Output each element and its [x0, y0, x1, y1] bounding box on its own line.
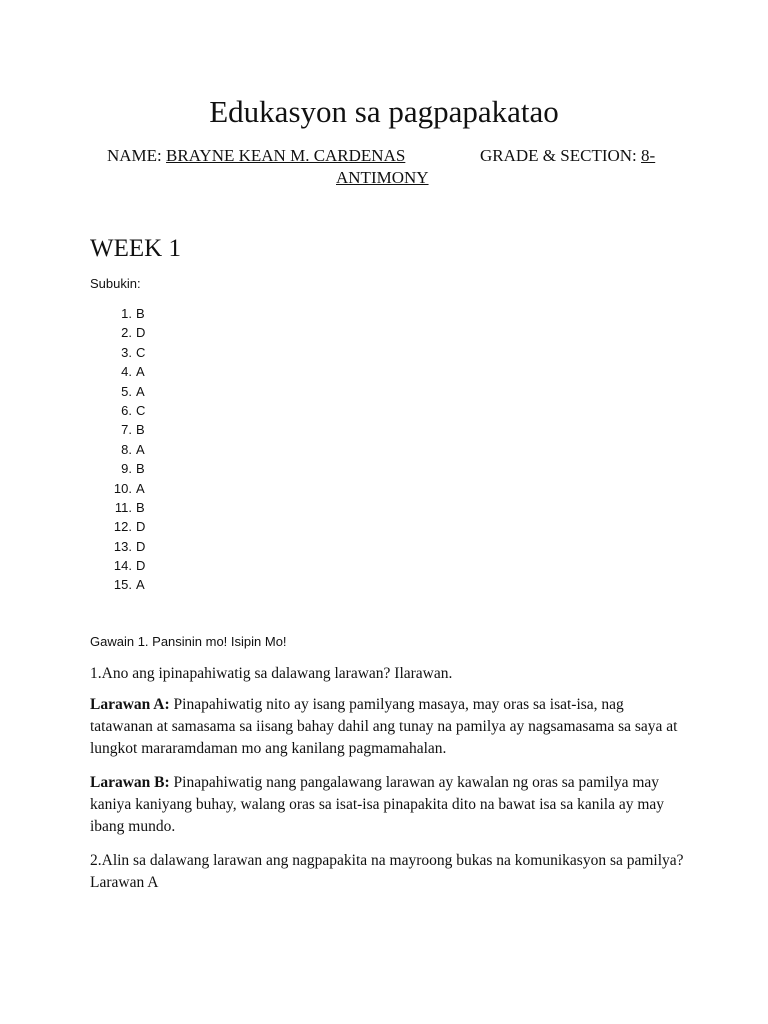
larawan-b-label: Larawan B: — [90, 774, 170, 791]
week-heading: WEEK 1 — [90, 235, 181, 262]
answer-letter: A — [136, 577, 145, 593]
gawain-heading: Gawain 1. Pansinin mo! Isipin Mo! — [90, 634, 287, 649]
grade-value-part1: 8- — [641, 146, 656, 165]
answer-letter: C — [136, 402, 146, 418]
answer-letter: A — [136, 441, 145, 457]
answer-number: 12. — [113, 519, 132, 535]
answer-letter: C — [136, 344, 146, 360]
subukin-label: Subukin: — [90, 276, 141, 291]
name-line — [107, 145, 405, 167]
answer-letter: B — [136, 499, 145, 515]
answer-number: 13. — [113, 538, 132, 554]
answer-letter: A — [136, 480, 145, 496]
answer-number: 2. — [121, 325, 132, 341]
answer-number: 11. — [114, 499, 132, 515]
larawan-a-label: Larawan A: — [90, 696, 170, 713]
name-value: BRAYNE KEAN M. CARDENAS — [166, 146, 406, 165]
answer-number: 9. — [121, 461, 132, 477]
answer-number: 15. — [113, 577, 132, 593]
larawan-a-paragraph — [90, 694, 690, 760]
answer-letter: B — [136, 461, 145, 477]
grade-value-part2: ANTIMONY — [336, 168, 429, 187]
larawan-b-paragraph — [90, 772, 690, 838]
grade-line — [480, 145, 655, 167]
answer-number: 10. — [113, 480, 132, 496]
grade-label: GRADE & SECTION: — [480, 146, 637, 165]
answer-letter: D — [136, 519, 146, 535]
answer-number: 4. — [121, 364, 132, 380]
answer-letter: A — [136, 364, 145, 380]
larawan-a-text: Pinapahiwatig nito ay isang pamilyang masaya, may oras sa isat-isa, nag tatawanan at samasama sa iisang bahay dahil ang tunay na pamilya ay nagsamasama sa saya at lungkot mararamdaman mo ang kanilang pagmamahalan. — [90, 696, 678, 757]
name-label: NAME: — [107, 146, 162, 165]
answer-letter: B — [136, 422, 145, 438]
larawan-b-text: Pinapahiwatig nang pangalawang larawan ay kawalan ng oras sa pamilya may kaniya kaniyang buhay, walang oras sa isat-isa pinapakita dito na bawat isa sa kanila ay may ibang mundo. — [90, 774, 665, 835]
answer-letter: A — [136, 383, 145, 399]
document-title: Edukasyon sa pagpapakatao — [209, 94, 559, 129]
question-1: 1.Ano ang ipinapahiwatig sa dalawang larawan? Ilarawan. — [90, 665, 453, 682]
answer-letter: B — [136, 306, 145, 321]
answer-letter: D — [136, 325, 146, 341]
answer-number: 1. — [121, 306, 132, 321]
answer-number: 7. — [121, 422, 132, 438]
answer-number: 8. — [121, 441, 132, 457]
question-2: 2.Alin sa dalawang larawan ang nagpapakita na mayroong bukas na komunikasyon sa pamilya? Larawan A — [90, 852, 684, 891]
answer-number: 14. — [113, 558, 132, 574]
answer-letter: D — [136, 558, 146, 574]
answer-number: 6. — [121, 402, 132, 418]
answer-number: 5. — [121, 383, 132, 399]
answer-letter: D — [136, 538, 146, 554]
answer-number: 3. — [121, 344, 132, 360]
